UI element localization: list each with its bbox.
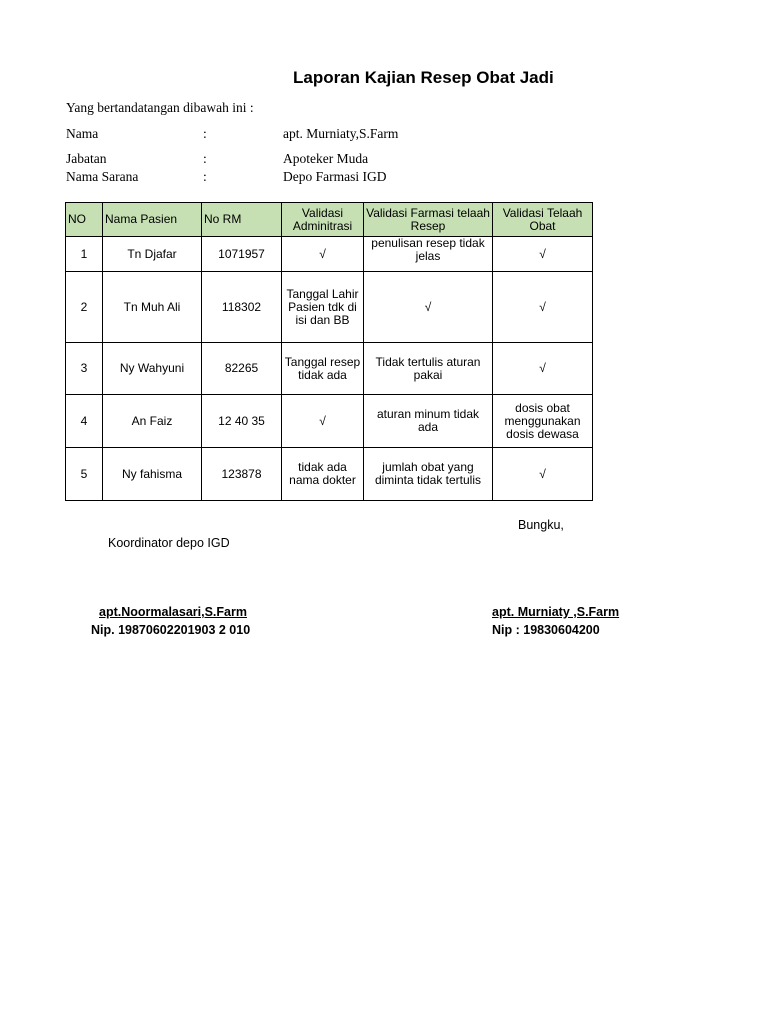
- header-nama-pasien: Nama Pasien: [103, 203, 202, 237]
- cell-validasi-farmasi: √: [364, 272, 493, 343]
- cell-nama-pasien: Tn Muh Ali: [103, 272, 202, 343]
- header-validasi-obat: Validasi Telaah Obat: [493, 203, 593, 237]
- cell-validasi-farmasi: penulisan resep tidak jelas: [364, 237, 493, 272]
- cell-validasi-administrasi: √: [282, 237, 364, 272]
- cell-validasi-administrasi: √: [282, 395, 364, 448]
- cell-nama-pasien: Ny Wahyuni: [103, 343, 202, 395]
- cell-validasi-obat: √: [493, 448, 593, 501]
- table-row: [66, 395, 593, 448]
- cell-validasi-obat: √: [493, 343, 593, 395]
- header-no: NO: [66, 203, 103, 237]
- cell-validasi-farmasi: jumlah obat yang diminta tidak tertulis: [364, 448, 493, 501]
- cell-no-rm: 12 40 35: [202, 395, 282, 448]
- cell-no: 5: [66, 448, 103, 501]
- field-sep-sarana: :: [203, 169, 207, 184]
- table-row: [66, 343, 593, 395]
- cell-no-rm: 1071957: [202, 237, 282, 272]
- document-title: Laporan Kajian Resep Obat Jadi: [293, 68, 554, 87]
- right-signatory-name: apt. Murniaty ,S.Farm: [492, 605, 620, 619]
- cell-no: 3: [66, 343, 103, 395]
- field-value-nama: apt. Murniaty,S.Farm: [283, 126, 399, 141]
- cell-no: 2: [66, 272, 103, 343]
- field-label-sarana: Nama Sarana: [66, 169, 139, 184]
- field-sep-jabatan: :: [203, 151, 207, 166]
- field-label-jabatan: Jabatan: [66, 151, 107, 166]
- cell-validasi-administrasi: tidak ada nama dokter: [282, 448, 364, 501]
- cell-validasi-administrasi: Tanggal Lahir Pasien tdk di isi dan BB: [282, 272, 364, 343]
- cell-nama-pasien: Ny fahisma: [103, 448, 202, 501]
- cell-validasi-obat: √: [493, 237, 593, 272]
- left-signatory-id: Nip. 19870602201903 2 010: [91, 623, 251, 637]
- cell-validasi-obat: dosis obat menggunakan dosis dewasa: [493, 395, 593, 448]
- field-value-jabatan: Apoteker Muda: [283, 151, 369, 166]
- field-value-sarana: Depo Farmasi IGD: [283, 169, 387, 184]
- place-text: Bungku,: [518, 518, 564, 532]
- cell-no: 1: [66, 237, 103, 272]
- right-signatory-block: [492, 600, 620, 640]
- cell-no-rm: 118302: [202, 272, 282, 343]
- header-validasi-farmasi: Validasi Farmasi telaah Resep: [364, 203, 493, 237]
- cell-validasi-farmasi: aturan minum tidak ada: [364, 395, 493, 448]
- table-row: [66, 448, 593, 501]
- right-signatory-id: Nip : 19830604200: [492, 623, 600, 637]
- validation-table: [65, 202, 593, 501]
- header-no-rm: No RM: [202, 203, 282, 237]
- cell-nama-pasien: An Faiz: [103, 395, 202, 448]
- field-sep-nama: :: [203, 126, 207, 141]
- cell-no-rm: 123878: [202, 448, 282, 501]
- cell-validasi-administrasi: Tanggal resep tidak ada: [282, 343, 364, 395]
- left-signatory-name: apt.Noormalasari,S.Farm: [99, 605, 247, 619]
- table-row: [66, 237, 593, 272]
- cell-validasi-obat: √: [493, 272, 593, 343]
- coordinator-label: Koordinator depo IGD: [108, 536, 230, 550]
- header-validasi-administrasi: Validasi Adminitrasi: [282, 203, 364, 237]
- cell-no: 4: [66, 395, 103, 448]
- table-header-row: [66, 203, 593, 237]
- cell-nama-pasien: Tn Djafar: [103, 237, 202, 272]
- intro-text: Yang bertandatangan dibawah ini :: [66, 100, 254, 115]
- cell-validasi-farmasi: Tidak tertulis aturan pakai: [364, 343, 493, 395]
- field-label-nama: Nama: [66, 126, 99, 141]
- cell-no-rm: 82265: [202, 343, 282, 395]
- table-row: [66, 272, 593, 343]
